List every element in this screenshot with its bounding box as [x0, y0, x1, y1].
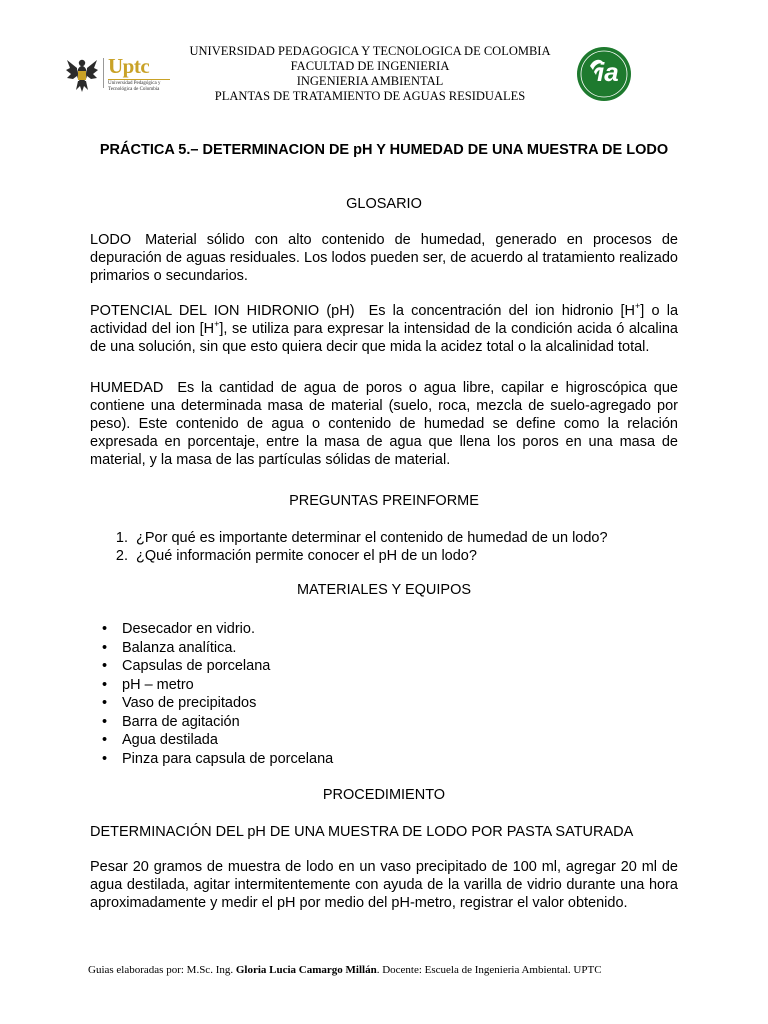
glossary-ph: [90, 302, 678, 356]
list-item: • Agua destilada: [102, 732, 218, 748]
preinforme-questions: [90, 529, 720, 565]
institution-header: [170, 44, 570, 104]
page-header: [0, 40, 768, 110]
list-item: • Capsulas de porcelana: [102, 658, 271, 674]
ia-logo: [576, 46, 632, 102]
ia-logo-text: ia: [597, 57, 619, 87]
materials-heading: MATERIALES Y EQUIPOS: [296, 582, 472, 598]
glossary-humedad: [90, 379, 678, 469]
page-footer: [88, 963, 688, 977]
uptc-logo: [66, 52, 170, 100]
list-item: • Desecador en vidrio.: [102, 621, 255, 637]
bullet-icon: •: [102, 621, 108, 637]
superscript-plus: +: [634, 301, 641, 312]
bullet-icon: •: [102, 713, 108, 730]
definition-lodo: Material sólido con alto contenido de humedad, generado en procesos de depuración de aguas residuales. Los lodos pueden ser, de acuerdo al tratamiento realizado primarios o secundarios.: [90, 232, 678, 284]
footer-suffix: . Docente: Escuela de Ingenieria Ambiental. UPTC: [376, 964, 602, 976]
definition-ph-part2: ] o la actividad del ion [H: [90, 303, 679, 337]
bullet-icon: •: [102, 732, 108, 748]
bullet-icon: •: [102, 639, 108, 656]
preinforme-heading: PREGUNTAS PREINFORME: [289, 493, 479, 509]
question-item: 2. ¿Qué información permite conocer el pH de un lodo?: [132, 547, 720, 565]
header-faculty: FACULTAD DE INGENIERIA: [290, 59, 450, 73]
materials-list: [90, 620, 710, 768]
term-humedad: HUMEDAD: [90, 380, 164, 396]
procedure-subheading: DETERMINACIÓN DEL pH DE UNA MUESTRA DE LODO POR PASTA SATURADA: [90, 824, 634, 840]
list-item: • Balanza analítica.: [102, 639, 237, 656]
list-item: • pH – metro: [102, 676, 194, 693]
glossary-lodo: [90, 231, 678, 285]
footer-author: Gloria Lucia Camargo Millán: [235, 964, 377, 976]
definition-humedad: Es la cantidad de agua de poros o agua libre, capilar e higroscópica que contiene una determinada masa de material (suelo, roca, mezcla de suelo-agregado por peso). Este contenido de agua o contenido de humedad se define como la relación expresada en porcentaje, entre la masa de agua que llena los poros en una masa de material, y la masa de las partículas sólidas de material.: [90, 380, 678, 468]
footer-prefix: Guias elaboradas por: M.Sc. Ing.: [88, 964, 234, 976]
procedure-text: Pesar 20 gramos de muestra de lodo en un vaso precipitado de 100 ml, agregar 20 ml de agua destilada, agitar intermitentemente con ayuda de la varilla de vidrio durante una hora aproximadamente y medir el pH por medio del pH-metro, registrar el valor obtenido.: [90, 859, 678, 911]
list-item: • Pinza para capsula de porcelana: [102, 750, 334, 767]
uptc-subtext: Universidad Pedagógica y Tecnológica de Colombia: [108, 81, 161, 92]
superscript-plus: +: [214, 319, 220, 330]
bullet-icon: •: [102, 676, 108, 693]
practice-title: PRÁCTICA 5.– DETERMINACION DE pH Y HUMEDAD DE UNA MUESTRA DE LODO: [99, 142, 669, 158]
header-course: PLANTAS DE TRATAMIENTO DE AGUAS RESIDUALES: [214, 89, 526, 103]
procedure-heading: PROCEDIMIENTO: [322, 787, 446, 803]
uptc-wordmark: Uptc: [108, 54, 150, 78]
header-university: UNIVERSIDAD PEDAGOGICA Y TECNOLOGICA DE COLOMBIA: [189, 44, 551, 58]
term-ph: POTENCIAL DEL ION HIDRONIO (pH): [90, 303, 355, 319]
logo-rule: [108, 79, 170, 80]
list-item: • Barra de agitación: [102, 713, 240, 730]
definition-ph-part1: Es la concentración del ion hidronio [H: [368, 303, 635, 319]
term-lodo: LODO: [90, 232, 132, 248]
list-item: • Vaso de precipitados: [102, 695, 257, 711]
header-program: INGENIERIA AMBIENTAL: [296, 74, 444, 88]
bullet-icon: •: [102, 658, 108, 674]
bullet-icon: •: [102, 695, 108, 711]
question-item: 1. ¿Por qué es importante determinar el contenido de humedad de un lodo?: [132, 529, 720, 547]
glossary-heading: GLOSARIO: [346, 196, 422, 212]
definition-ph-part3: ], se utiliza para expresar la intensidad de la condición acida ó alcalina de una solución, sin que esto quiera decir que mida la acidez total o la alcalinidad total.: [90, 321, 678, 355]
bullet-icon: •: [102, 750, 108, 767]
